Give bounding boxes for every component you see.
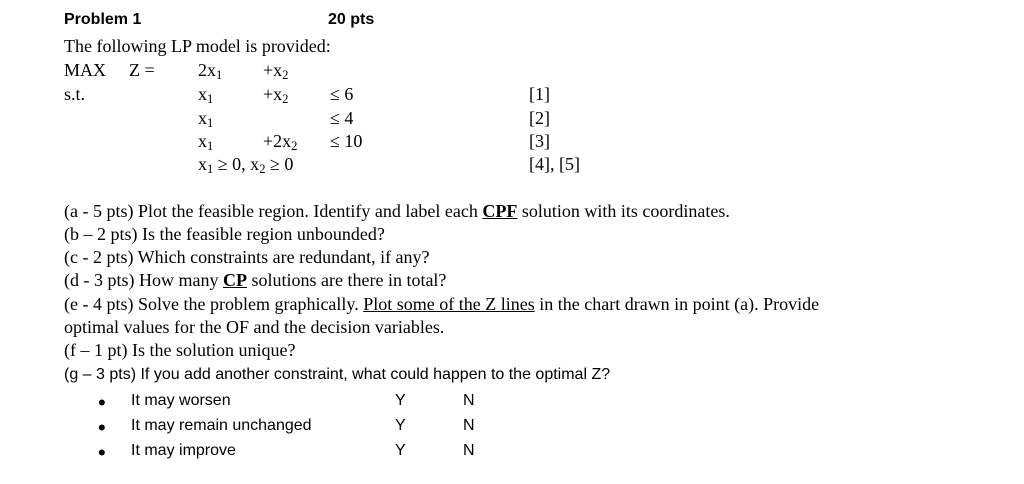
constraint-2-rhs: ≤ 4: [330, 108, 354, 128]
constraint-2-term-1: $x_1$: [198, 108, 214, 131]
option-worsen-yes[interactable]: Y: [395, 392, 406, 409]
option-improve-yes[interactable]: Y: [395, 442, 406, 459]
z-label: Z =: [129, 60, 155, 80]
question-g: (g – 3 pts) If you add another constraint, what could happen to the optimal Z?: [64, 366, 611, 383]
option-unchanged-no[interactable]: N: [463, 417, 475, 434]
question-e: (e - 4 pts) Solve the problem graphically. Plot some of the Z lines in the chart drawn in point (a). Provide: [64, 294, 820, 314]
cpf-term: CPF: [482, 201, 518, 221]
nonnegativity-tag: [4], [5]: [529, 154, 580, 174]
constraint-3-rhs: ≤ 10: [330, 131, 363, 151]
z-lines-emphasis: Plot some of the Z lines: [363, 294, 535, 314]
bullet-icon: •: [98, 390, 106, 415]
option-unchanged-yes[interactable]: Y: [395, 417, 406, 434]
points-label: 20 pts: [328, 11, 375, 28]
question-c: (c - 2 pts) Which constraints are redundant, if any?: [64, 247, 430, 267]
intro-text: The following LP model is provided:: [64, 36, 331, 56]
question-e-continued: optimal values for the OF and the decision variables.: [64, 317, 445, 337]
st-label: s.t.: [64, 84, 86, 104]
objective-term-1: $2x_1$: [198, 60, 223, 83]
constraint-3-tag: [3]: [529, 131, 550, 151]
nonnegativity-constraint: $x_1 \ge 0$, $x_2 \ge 0$: [198, 154, 294, 177]
option-improve-label: It may improve: [131, 442, 236, 459]
question-b: (b – 2 pts) Is the feasible region unbounded?: [64, 224, 385, 244]
constraint-2-tag: [2]: [529, 108, 550, 128]
constraint-3-term-2: $+2x_2$: [263, 131, 298, 154]
option-worsen-label: It may worsen: [131, 392, 231, 409]
constraint-1-tag: [1]: [529, 84, 550, 104]
cp-term: CP: [222, 270, 247, 290]
option-worsen-no[interactable]: N: [463, 392, 475, 409]
bullet-icon: •: [98, 440, 106, 465]
option-improve-no[interactable]: N: [463, 442, 475, 459]
question-a: (a - 5 pts) Plot the feasible region. Identify and label each CPF solution with its coordinates.: [64, 201, 730, 221]
question-f: (f – 1 pt) Is the solution unique?: [64, 340, 296, 360]
constraint-1-term-2: $+x_2$: [263, 84, 289, 107]
bullet-icon: •: [98, 415, 106, 440]
problem-title: Problem 1: [64, 11, 142, 28]
objective-term-2: $+x_2$: [263, 60, 289, 83]
question-d: (d - 3 pts) How many CP solutions are there in total?: [64, 270, 447, 290]
option-unchanged-label: It may remain unchanged: [131, 417, 312, 434]
constraint-3-term-1: $x_1$: [198, 131, 214, 154]
max-label: MAX: [64, 60, 107, 80]
constraint-1-rhs: ≤ 6: [330, 84, 354, 104]
constraint-1-term-1: $x_1$: [198, 84, 214, 107]
